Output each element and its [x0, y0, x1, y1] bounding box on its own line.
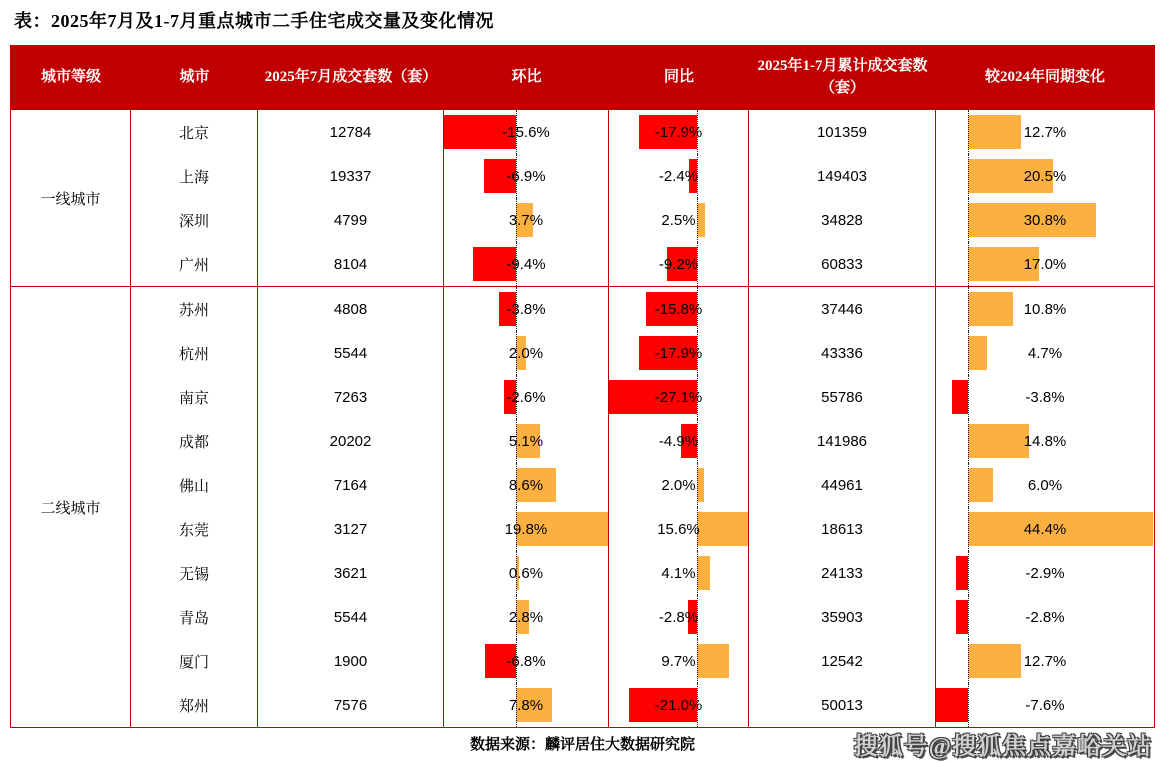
positive-data-bar [968, 644, 1021, 678]
city-name: 郑州 [131, 683, 258, 727]
july-volume-value: 1900 [258, 639, 444, 683]
header-yoy-change: 同比 [663, 69, 694, 86]
mom-change-bar-cell [444, 198, 609, 242]
change-percent-label: -27.1% [654, 388, 703, 406]
mom-change-bar-cell [444, 287, 609, 331]
mom-change-bar-cell [444, 375, 609, 419]
city-name: 南京 [131, 375, 258, 419]
page-title: 表：2025年7月及1-7月重点城市二手住宅成交量及变化情况 [14, 11, 494, 31]
vs2024-change-bar-cell [936, 198, 1154, 242]
positive-data-bar [968, 115, 1021, 149]
cumulative-volume-value: 24133 [749, 551, 936, 595]
yoy-change-bar-cell [609, 551, 749, 595]
change-percent-label: -17.9% [654, 344, 703, 362]
positive-data-bar [697, 203, 705, 237]
change-percent-label: 20.5% [1023, 167, 1067, 185]
change-percent-label: 4.1% [661, 564, 696, 582]
city-name: 广州 [131, 242, 258, 286]
change-percent-label: 0.6% [508, 564, 544, 582]
table-header-row [11, 46, 1154, 110]
change-percent-label: 14.8% [1023, 432, 1067, 450]
vs2024-change-bar-cell [936, 110, 1154, 154]
mom-change-bar-cell [444, 595, 609, 639]
city-name: 成都 [131, 419, 258, 463]
change-percent-label: -3.8% [506, 300, 546, 318]
city-name: 北京 [131, 110, 258, 154]
change-percent-label: 9.7% [661, 652, 696, 670]
change-percent-label: -7.6% [1025, 696, 1065, 714]
city-name: 青岛 [131, 595, 258, 639]
vs2024-change-bar-cell [936, 287, 1154, 331]
zero-axis-line [968, 331, 969, 375]
zero-axis-line [968, 463, 969, 507]
zero-axis-line [968, 683, 969, 727]
change-percent-label: -17.9% [654, 123, 703, 141]
change-percent-label: 12.7% [1023, 123, 1067, 141]
change-percent-label: 4.7% [1027, 344, 1063, 362]
mom-change-bar-cell [444, 331, 609, 375]
vs2024-change-bar-cell [936, 419, 1154, 463]
change-percent-label: 17.0% [1023, 255, 1067, 273]
change-percent-label: 2.8% [508, 608, 544, 626]
header-july-volume: 2025年7月成交套数（套） [264, 69, 438, 86]
yoy-change-bar-cell [609, 419, 749, 463]
header-mom-change: 环比 [511, 69, 542, 86]
yoy-change-bar-cell [609, 154, 749, 198]
negative-data-bar [952, 380, 968, 414]
change-percent-label: 5.1% [508, 432, 544, 450]
change-percent-label: -15.6% [502, 123, 550, 141]
change-percent-label: -6.9% [506, 167, 546, 185]
tier-section [11, 286, 1154, 727]
positive-data-bar [968, 424, 1030, 458]
zero-axis-line [697, 639, 698, 683]
july-volume-value: 4808 [258, 287, 444, 331]
tier-label: 一线城市 [11, 110, 131, 286]
change-percent-label: -4.9% [658, 432, 699, 450]
negative-data-bar [956, 600, 968, 634]
change-percent-label: -2.4% [658, 167, 699, 185]
zero-axis-line [968, 154, 969, 198]
cumulative-volume-value: 60833 [749, 242, 936, 286]
header-cumulative-volume: 2025年1-7月累计成交套数（套） [757, 58, 928, 96]
header-city: 城市 [179, 69, 210, 86]
cumulative-volume-value: 55786 [749, 375, 936, 419]
change-percent-label: 44.4% [1023, 520, 1067, 538]
tier-label: 二线城市 [11, 287, 131, 727]
mom-change-bar-cell [444, 683, 609, 727]
vs2024-change-bar-cell [936, 375, 1154, 419]
zero-axis-line [968, 110, 969, 154]
july-volume-value: 5544 [258, 331, 444, 375]
cumulative-volume-value: 37446 [749, 287, 936, 331]
mom-change-bar-cell [444, 419, 609, 463]
change-percent-label: 12.7% [1023, 652, 1067, 670]
zero-axis-line [968, 198, 969, 242]
change-percent-label: 2.0% [661, 476, 696, 494]
mom-change-bar-cell [444, 507, 609, 551]
zero-axis-line [697, 463, 698, 507]
change-percent-label: -9.2% [658, 255, 699, 273]
yoy-change-bar-cell [609, 639, 749, 683]
city-name: 苏州 [131, 287, 258, 331]
change-percent-label: 30.8% [1023, 211, 1067, 229]
july-volume-value: 4799 [258, 198, 444, 242]
zero-axis-line [968, 507, 969, 551]
july-volume-value: 3127 [258, 507, 444, 551]
yoy-change-bar-cell [609, 287, 749, 331]
change-percent-label: -2.9% [1025, 564, 1065, 582]
change-percent-label: -6.8% [506, 652, 546, 670]
zero-axis-line [968, 595, 969, 639]
change-percent-label: 2.5% [661, 211, 696, 229]
tier-section [11, 110, 1154, 286]
july-volume-value: 7263 [258, 375, 444, 419]
city-name: 佛山 [131, 463, 258, 507]
yoy-change-bar-cell [609, 110, 749, 154]
header-city-tier: 城市等级 [40, 69, 101, 86]
change-percent-label: -2.8% [1025, 608, 1065, 626]
yoy-change-bar-cell [609, 375, 749, 419]
positive-data-bar [697, 512, 748, 546]
city-name: 无锡 [131, 551, 258, 595]
positive-data-bar [697, 556, 710, 590]
city-name: 上海 [131, 154, 258, 198]
july-volume-value: 19337 [258, 154, 444, 198]
table-body [11, 110, 1154, 727]
vs2024-change-bar-cell [936, 331, 1154, 375]
mom-change-bar-cell [444, 639, 609, 683]
vs2024-change-bar-cell [936, 639, 1154, 683]
mom-change-bar-cell [444, 463, 609, 507]
change-percent-label: 6.0% [1027, 476, 1063, 494]
cumulative-volume-value: 141986 [749, 419, 936, 463]
yoy-change-bar-cell [609, 507, 749, 551]
july-volume-value: 12784 [258, 110, 444, 154]
zero-axis-line [697, 198, 698, 242]
mom-change-bar-cell [444, 242, 609, 286]
cumulative-volume-value: 34828 [749, 198, 936, 242]
mom-change-bar-cell [444, 110, 609, 154]
zero-axis-line [968, 419, 969, 463]
zero-axis-line [968, 639, 969, 683]
july-volume-value: 8104 [258, 242, 444, 286]
change-percent-label: -2.8% [658, 608, 699, 626]
positive-data-bar [968, 292, 1013, 326]
change-percent-label: -9.4% [506, 255, 546, 273]
change-percent-label: 8.6% [508, 476, 544, 494]
city-name: 杭州 [131, 331, 258, 375]
zero-axis-line [968, 287, 969, 331]
july-volume-value: 5544 [258, 595, 444, 639]
vs2024-change-bar-cell [936, 242, 1154, 286]
zero-axis-line [697, 551, 698, 595]
change-percent-label: -15.8% [654, 300, 703, 318]
vs2024-change-bar-cell [936, 551, 1154, 595]
zero-axis-line [968, 551, 969, 595]
negative-data-bar [956, 556, 968, 590]
city-name: 厦门 [131, 639, 258, 683]
yoy-change-bar-cell [609, 595, 749, 639]
change-percent-label: 3.7% [508, 211, 544, 229]
change-percent-label: 19.8% [504, 520, 548, 538]
change-percent-label: 15.6% [657, 520, 700, 538]
change-percent-label: 10.8% [1023, 300, 1067, 318]
zero-axis-line [968, 375, 969, 419]
change-percent-label: 7.8% [508, 696, 544, 714]
yoy-change-bar-cell [609, 683, 749, 727]
negative-data-bar [936, 688, 968, 722]
mom-change-bar-cell [444, 154, 609, 198]
change-percent-label: 2.0% [508, 344, 544, 362]
cumulative-volume-value: 101359 [749, 110, 936, 154]
positive-data-bar [697, 644, 729, 678]
yoy-change-bar-cell [609, 198, 749, 242]
yoy-change-bar-cell [609, 463, 749, 507]
july-volume-value: 7164 [258, 463, 444, 507]
positive-data-bar [968, 468, 993, 502]
change-percent-label: -21.0% [654, 696, 703, 714]
data-source-note: 数据来源：麟评居住大数据研究院 [469, 737, 695, 753]
city-name: 深圳 [131, 198, 258, 242]
cumulative-volume-value: 12542 [749, 639, 936, 683]
header-vs2024-change: 较2024年同期变化 [984, 69, 1105, 86]
cumulative-volume-value: 35903 [749, 595, 936, 639]
change-percent-label: -2.6% [506, 388, 546, 406]
july-volume-value: 3621 [258, 551, 444, 595]
cumulative-volume-value: 43336 [749, 331, 936, 375]
yoy-change-bar-cell [609, 242, 749, 286]
cumulative-volume-value: 149403 [749, 154, 936, 198]
vs2024-change-bar-cell [936, 463, 1154, 507]
change-percent-label: -3.8% [1025, 388, 1065, 406]
cumulative-volume-value: 44961 [749, 463, 936, 507]
city-name: 东莞 [131, 507, 258, 551]
july-volume-value: 20202 [258, 419, 444, 463]
mom-change-bar-cell [444, 551, 609, 595]
yoy-change-bar-cell [609, 331, 749, 375]
positive-data-bar [968, 336, 988, 370]
vs2024-change-bar-cell [936, 507, 1154, 551]
vs2024-change-bar-cell [936, 683, 1154, 727]
vs2024-change-bar-cell [936, 595, 1154, 639]
cumulative-volume-value: 50013 [749, 683, 936, 727]
sohu-watermark: 搜狐号@搜狐焦点嘉峪关站 [853, 734, 1152, 760]
cumulative-volume-value: 18613 [749, 507, 936, 551]
zero-axis-line [968, 242, 969, 286]
housing-data-table [10, 45, 1155, 728]
july-volume-value: 7576 [258, 683, 444, 727]
vs2024-change-bar-cell [936, 154, 1154, 198]
